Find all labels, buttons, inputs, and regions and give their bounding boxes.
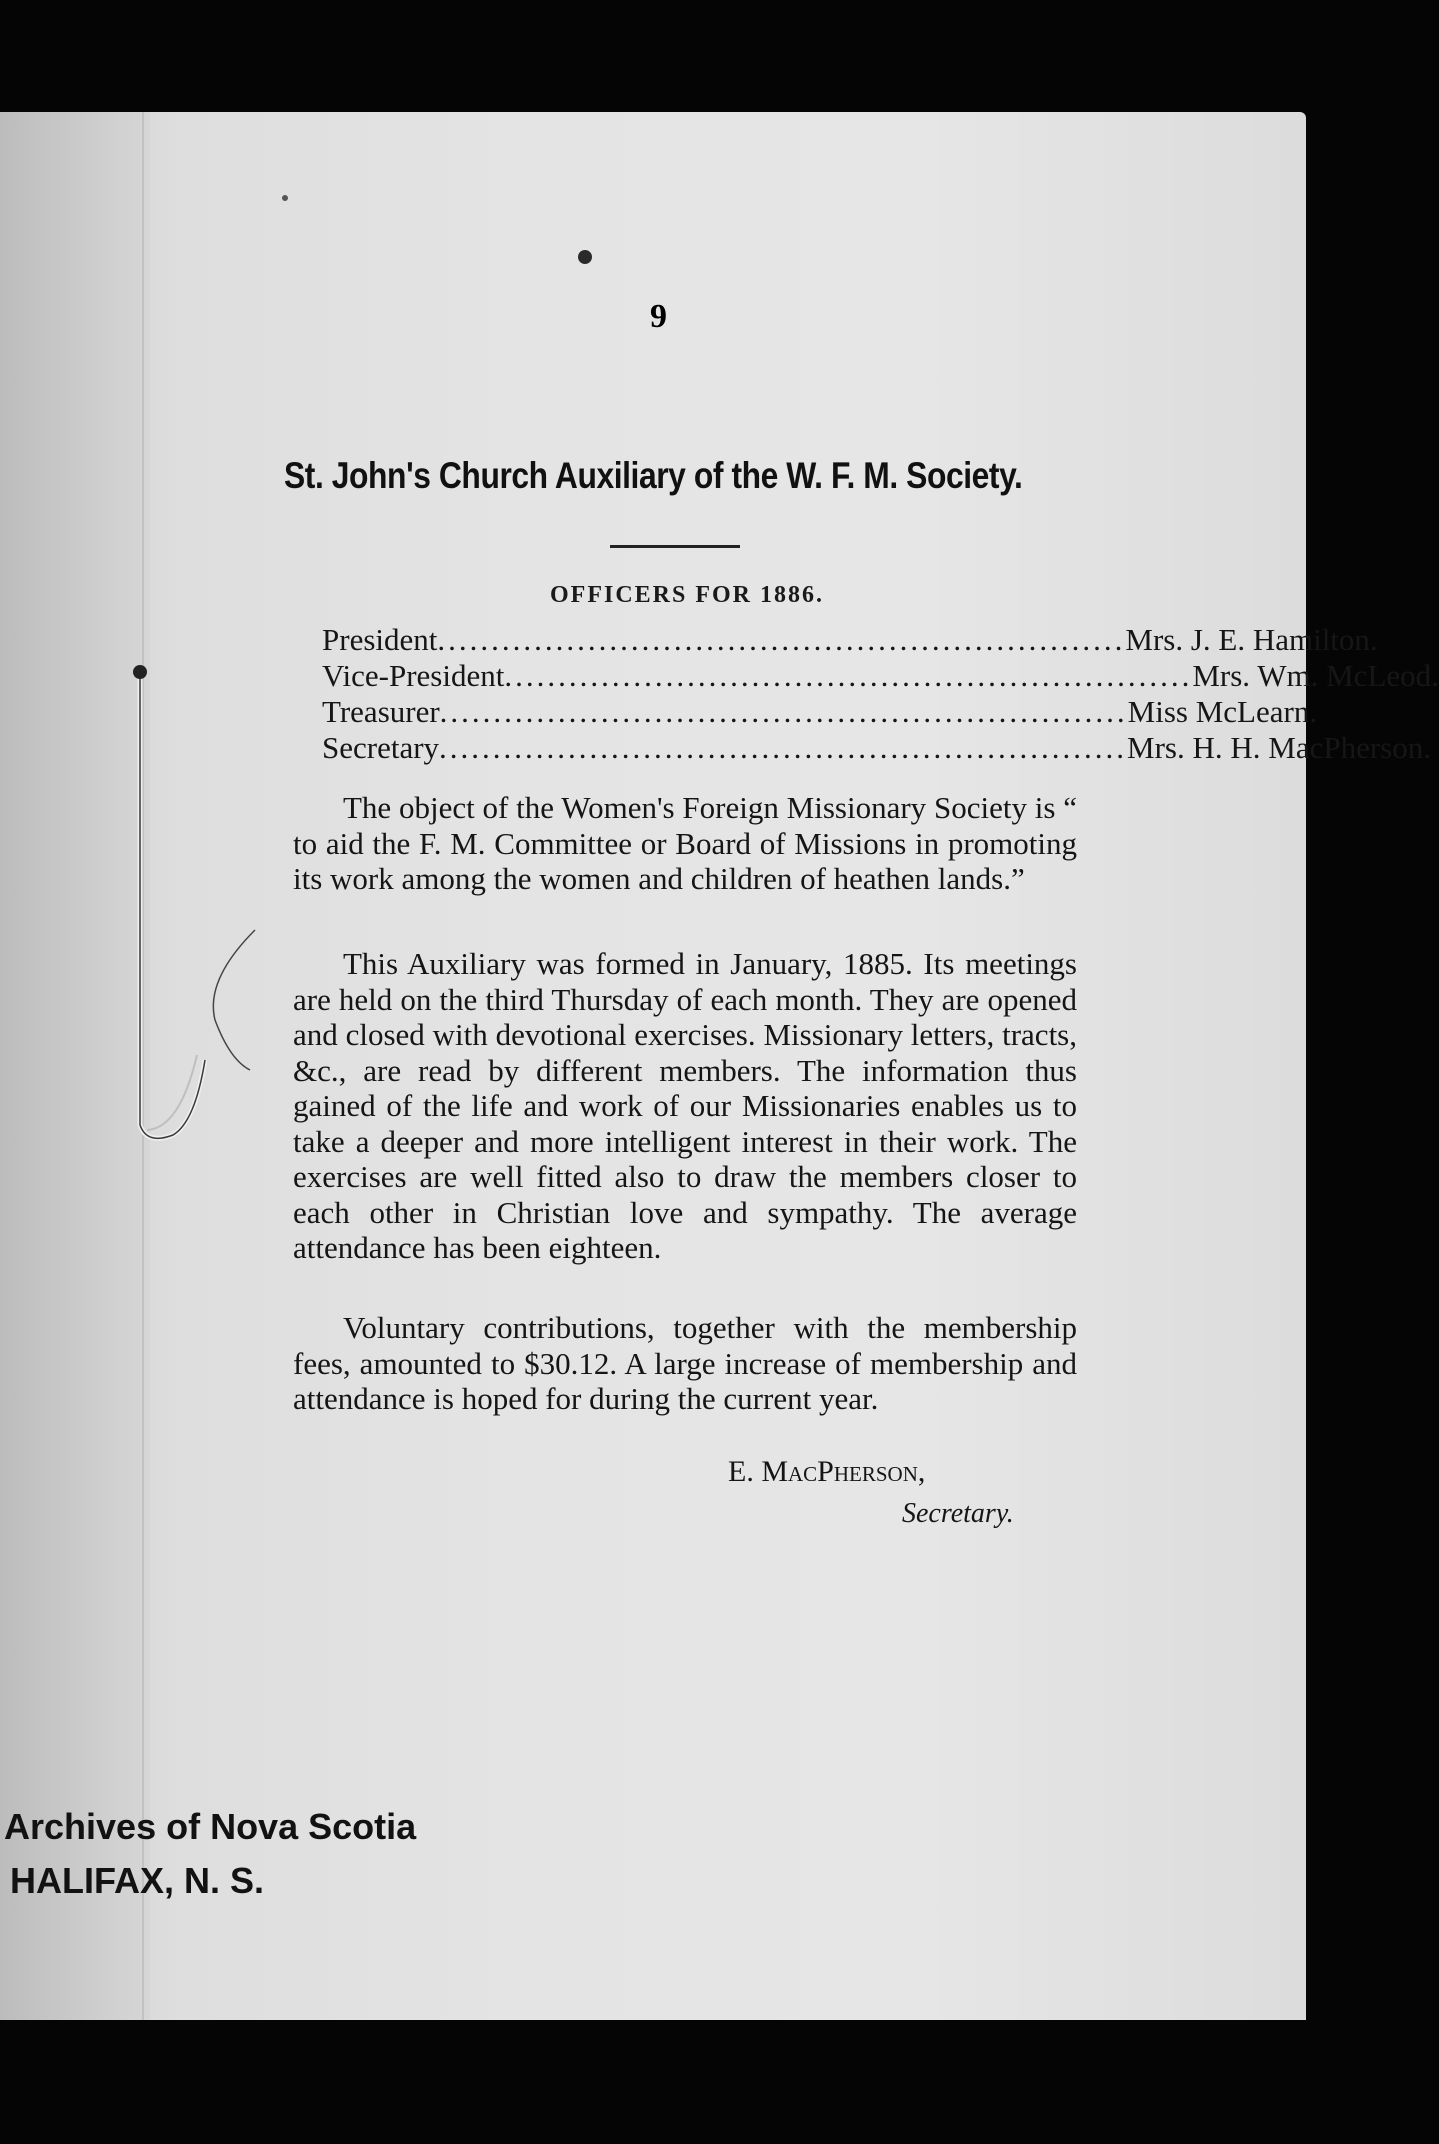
archive-stamp-line-1: Archives of Nova Scotia (4, 1806, 417, 1847)
officer-name: Miss McLearn. (1127, 694, 1318, 729)
paragraph-auxiliary: This Auxiliary was formed in January, 1885. Its meetings are held on the third Thursday of each month. They are opened and closed with devotional exercises. Missionary letters, tracts, &c., are read by different members. The information thus gained of the life and work of our Missionaries enables us to take a deeper and more intelligent interest in their work. The exercises are well fitted also to draw the members closer to each other in Christian love and sympathy. The average attendance has been eighteen. (293, 946, 1077, 1265)
page-number: 9 (650, 298, 667, 335)
officers-heading: OFFICERS FOR 1886. (549, 582, 824, 608)
officer-role: Treasurer (322, 694, 440, 729)
archive-stamp-line-2: HALIFAX, N. S. (10, 1860, 265, 1901)
binding-thread (125, 660, 255, 1160)
leader-dots: ................................................................ (504, 658, 1193, 693)
leader-dots: ................................................................ (439, 730, 1128, 765)
archive-stamp (4, 1800, 416, 1908)
paragraph-object: The object of the Women's Foreign Missionary Society is “ to aid the F. M. Committee or Board of Missions in promoting its work among the women and children of heathen lands.” (293, 790, 1077, 896)
ink-spot (282, 195, 288, 201)
ink-spot (578, 250, 592, 264)
paragraph-contributions: Voluntary contributions, together with the membership fees, amounted to $30.12. A large increase of membership and attendance is hoped for during the current year. (293, 1310, 1077, 1416)
leader-dots: ................................................................ (439, 694, 1128, 729)
officer-role: Vice-President (322, 658, 505, 693)
officer-row (322, 658, 1439, 694)
officer-row (322, 730, 1431, 766)
officer-name: Mrs. H. H. MacPherson. (1127, 730, 1431, 765)
signature-name: E. MacPherson, (728, 1455, 926, 1488)
signature-title: Secretary. (902, 1498, 1014, 1529)
title-divider (610, 545, 740, 548)
officers-list (322, 622, 1439, 766)
officer-row (322, 694, 1318, 730)
officer-row (322, 622, 1378, 658)
officer-name: Mrs. Wm. McLeod. (1192, 658, 1439, 693)
officer-role: Secretary (322, 730, 440, 765)
leader-dots: ................................................................ (437, 622, 1126, 657)
officer-name: Mrs. J. E. Hamilton. (1125, 622, 1378, 657)
officer-role: President (322, 622, 438, 657)
document-title: St. John's Church Auxiliary of the W. F. M. Society. (284, 455, 1023, 496)
